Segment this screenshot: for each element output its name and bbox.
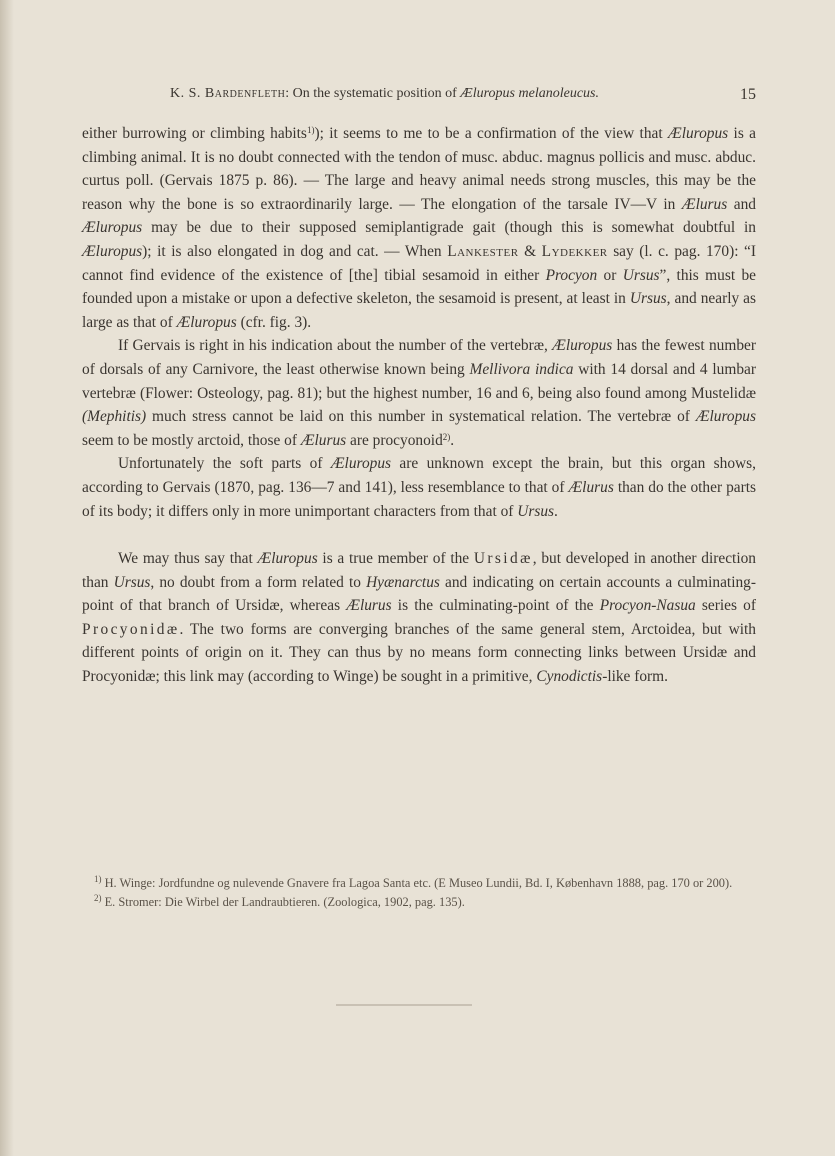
text-run: ); it is also elongated in dog and cat. — When [142, 242, 448, 260]
spaced-text: Ursidæ [473, 550, 533, 568]
title-prefix: : On the systematic position of [285, 86, 461, 101]
page-number: 15 [740, 86, 756, 103]
footnote-mark: 2) [94, 892, 102, 903]
italic-text: Mellivora indica [469, 360, 574, 378]
italic-text: Ælurus [300, 431, 347, 449]
text-run: than do the other parts of its body; it differs only in more unimportant characters from that of [82, 478, 756, 520]
text-run: is the culminating-point of the [391, 597, 600, 615]
text-run: or [597, 266, 623, 284]
text-run: series of [695, 597, 756, 615]
italic-text: Æluropus [176, 313, 237, 331]
author-name: K. S. Bardenfleth [170, 86, 286, 101]
author-smallcaps: Lydekker [541, 242, 608, 260]
italic-text: Ursus [622, 266, 660, 284]
text-run: is a climbing animal. It is no doubt connected with the tendon of musc. abduc. magnus pollicis and musc. abduc. curtus poll. (Gervais 1875 p. 86). — The large and heavy animal needs strong muscles, this may be the reason why the bone is so extraordinarily large. — The elongation of the tarsale IV—V in [82, 125, 757, 213]
spaced-text: Procyonidæ [82, 620, 180, 638]
text-run: and [727, 195, 756, 213]
text-run: . The two forms are converging branches of the same general stem, Arctoidea, but with different points of origin on it. They can thus by no means form connecting links between Ursidæ and Procyonidæ; this link may (according to Winge) be sought in a primitive, [82, 620, 756, 686]
text-run: say (l. c. pag. 170): “I cannot find evidence of the existence of [the] tibial sesamoid in either [82, 242, 756, 284]
text-run: and indicating on certain accounts a culminating-point of that branch of Ursidæ, whereas [82, 573, 756, 615]
paragraph [82, 122, 756, 334]
text-run: , and nearly as large as that of [82, 290, 756, 331]
paragraph [82, 547, 756, 689]
text-run: has the fewest number of dorsals of any Carnivore, the least otherwise known being [82, 337, 756, 378]
author-smallcaps: Lankester [447, 242, 519, 260]
italic-text: Hyænarctus [366, 573, 440, 591]
footnote-text: E. Stromer: Die Wirbel der Landraubtieren. (Zoologica, 1902, pag. 135). [101, 894, 465, 909]
text-run: , but developed in another direction than [82, 550, 756, 591]
italic-text: Procyon [545, 266, 598, 284]
text-run: (cfr. fig. 3). [236, 313, 312, 331]
italic-text: Æluropus [257, 550, 318, 568]
text-run: either burrowing or climbing habits [82, 125, 307, 142]
text-run: , no doubt from a form related to [150, 573, 367, 591]
body-text [82, 122, 756, 689]
text-run: -like form. [602, 668, 669, 686]
italic-text: Cynodictis [536, 668, 603, 686]
paragraph [82, 334, 756, 452]
footnote-mark: 1) [94, 874, 102, 884]
italic-text: Æluropus [330, 455, 392, 473]
text-run: & [518, 242, 542, 260]
italic-text: Æluropus [552, 337, 613, 355]
italic-text: Ælurus [568, 478, 614, 496]
text-run: We may thus say that [118, 550, 258, 568]
page-edge-shadow [0, 0, 14, 1156]
text-run: seem to be mostly arctoid, those of [82, 431, 301, 449]
text-run: Unfortunately the soft parts of [118, 455, 331, 473]
italic-text: Ursus [113, 573, 151, 591]
text-run: is a true member of the [317, 550, 474, 568]
footnote [82, 874, 756, 893]
footnote-ref: 2) [442, 431, 451, 442]
footer-rule [336, 1004, 472, 1006]
italic-text: (Mephitis) [82, 408, 147, 426]
text-run: ”, this must be founded upon a mistake or upon a defective skeleton, the sesamoid is present, at least in [82, 266, 756, 308]
footnote-ref: 1) [306, 125, 315, 135]
italic-text: Procyon-Nasua [599, 597, 696, 615]
text-run: much stress cannot be laid on this number in systematical relation. The vertebræ of [146, 408, 696, 426]
paragraph [82, 452, 756, 523]
italic-text: Ursus [517, 502, 555, 520]
text-run: If Gervais is right in his indication about the number of the vertebræ, [118, 337, 553, 355]
italic-text: Æluropus [82, 219, 143, 237]
text-run: with 14 dorsal and 4 lumbar vertebræ (Flower: Osteology, pag. 81); but the highest number, 16 and 6, being also found among Mustelidæ [82, 360, 756, 402]
text-run: . [554, 502, 558, 520]
text-run: are unknown except the brain, but this organ shows, according to Gervais (1870, pag. 136—7 and 141), less resemblance to that of [82, 455, 756, 496]
italic-text: Æluropus [82, 242, 143, 260]
text-run: are procyonoid [346, 431, 443, 449]
text-run: ); it seems to me to be a confirmation of the view that [314, 125, 669, 142]
italic-text: Æluropus [668, 125, 729, 142]
italic-text: Æluropus [695, 408, 756, 426]
text-run: may be due to their supposed semiplantigrade gait (though this is somewhat doubtful in [142, 219, 756, 237]
running-title [170, 86, 599, 102]
text-run: . [450, 431, 455, 449]
footnote-text: H. Winge: Jordfundne og nulevende Gnavere fra Lagoa Santa etc. (E Museo Lundii, Bd. I, København 1888, pag. 170 or 200). [101, 876, 733, 890]
running-head [80, 86, 756, 108]
title-species: Æluropus melanoleucus. [460, 86, 599, 101]
italic-text: Ælurus [346, 597, 392, 615]
italic-text: Ælurus [681, 195, 728, 213]
italic-text: Ursus [629, 290, 667, 308]
footnotes [82, 874, 756, 911]
footnote [82, 893, 756, 912]
